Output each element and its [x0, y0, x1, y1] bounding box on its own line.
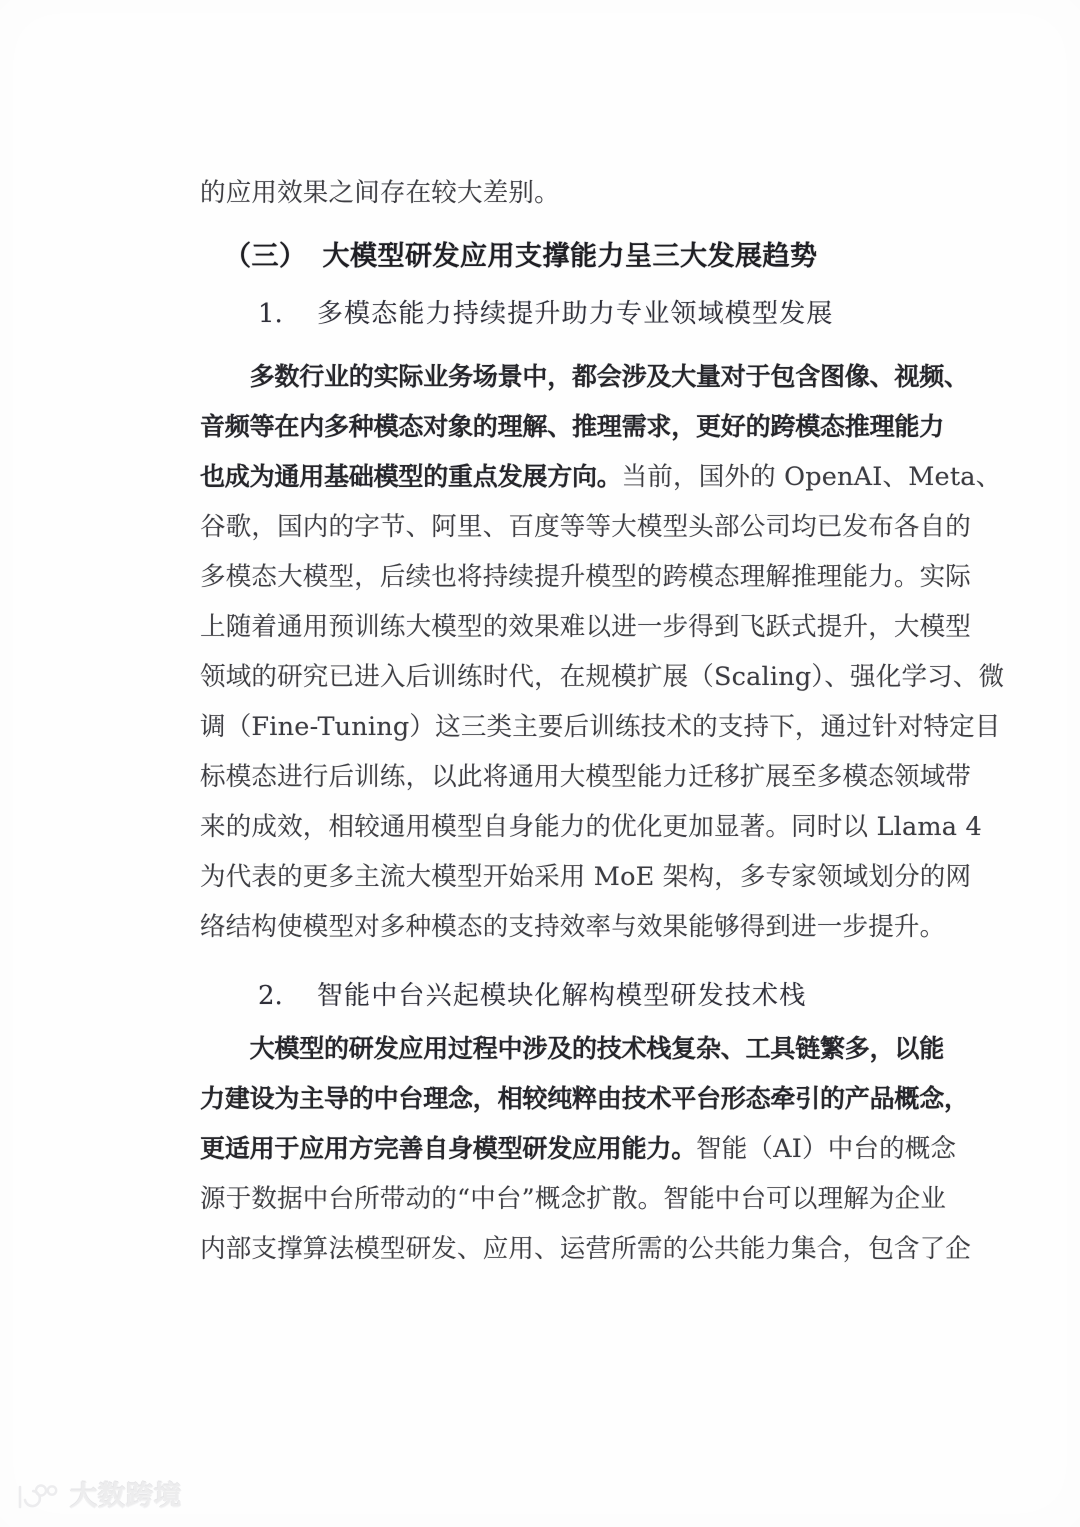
body-line: 谷歌，国内的字节、阿里、百度等等大模型头部公司均已发布各自的: [200, 512, 972, 542]
subsection-heading-2-title: 智能中台兴起模块化解构模型研发技术栈: [316, 981, 807, 1011]
spacer: [200, 218, 882, 228]
body-line: 络结构使模型对多种模态的支持效率与效果能够得到进一步提升。: [200, 912, 946, 942]
body-line: 为代表的更多主流大模型开始采用 MoE 架构，多专家领域划分的网: [200, 862, 972, 892]
watermark: [16, 1481, 182, 1511]
subsection-heading-1-number: 1.: [258, 299, 283, 329]
body-line: 源于数据中台所带动的“中台”概念扩散。智能中台可以理解为企业: [200, 1184, 947, 1214]
brand-logo-icon: [16, 1481, 60, 1511]
watermark-text: 大数跨境: [70, 1480, 182, 1512]
body-line: 调（Fine-Tuning）这三类主要后训练技术的支持下，通过针对特定目: [200, 712, 1001, 742]
body-line: 多数行业的实际业务场景中，都会涉及大量对于包含图像、视频、: [200, 362, 969, 391]
body-line: [200, 1124, 957, 1174]
spacer: [200, 952, 882, 968]
subsection-heading-1-title: 多模态能力持续提升助力专业领域模型发展: [316, 299, 834, 329]
spacer: [200, 342, 882, 352]
section-heading-title: 大模型研发应用支撑能力呈三大发展趋势: [322, 241, 818, 272]
body-line: 领域的研究已进入后训练时代，在规模扩展（Scaling）、强化学习、微: [200, 662, 1005, 692]
section-heading: [200, 228, 882, 286]
body-line: 力建设为主导的中台理念，相较纯粹由技术平台形态牵引的产品概念，: [200, 1084, 969, 1113]
subsection-heading-2-number: 2.: [258, 981, 283, 1011]
body-line: 上随着通用预训练大模型的效果难以进一步得到飞跃式提升，大模型: [200, 612, 972, 642]
body-line: [200, 452, 1002, 502]
body-line: 音频等在内多种模态对象的理解、推理需求，更好的跨模态推理能力: [200, 412, 945, 441]
body-line: 标模态进行后训练，以此将通用大模型能力迁移扩展至多模态领域带: [200, 762, 972, 792]
body-line-segment-bold: 也成为通用基础模型的重点发展方向。: [200, 462, 622, 491]
document-text-column: [200, 168, 1005, 1274]
subsection-heading-2: [200, 968, 882, 1024]
body-line: 来的成效，相较通用模型自身能力的优化更加显著。同时以 Llama 4: [200, 812, 982, 842]
body-line-segment-serif: 当前，国外的 OpenAI、Meta、: [621, 462, 1002, 492]
subsection-heading-1: [200, 286, 882, 342]
body-line: 多模态大模型，后续也将持续提升模型的跨模态理解推理能力。实际: [200, 562, 972, 592]
body-line-segment-serif: 智能（AI）中台的概念: [696, 1134, 957, 1164]
section-heading-number: （三）: [224, 241, 307, 272]
body-line: 内部支撑算法模型研发、应用、运营所需的公共能力集合，包含了企: [200, 1234, 972, 1264]
body-line-segment-bold: 更适用于应用方完善自身模型研发应用能力。: [200, 1134, 697, 1163]
paragraph-continuation-line: 的应用效果之间存在较大差别。: [200, 178, 560, 208]
body-line: 大模型的研发应用过程中涉及的技术栈复杂、工具链繁多，以能: [200, 1034, 945, 1063]
